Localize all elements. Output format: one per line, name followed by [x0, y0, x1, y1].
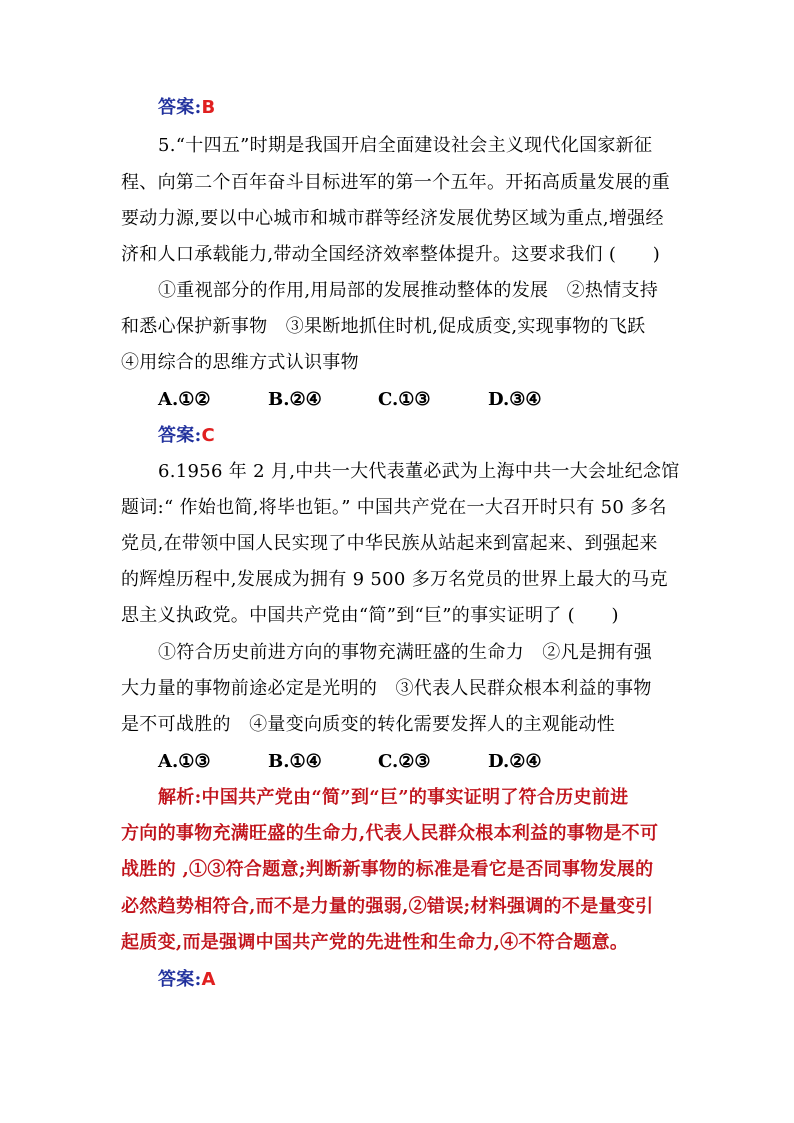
option-b: B.②④: [268, 389, 322, 410]
analysis-line-1: [158, 787, 676, 809]
answer-value: C: [201, 425, 216, 446]
answer-value: A: [201, 969, 216, 990]
analysis-line-5: 起质变,而是强调中国共产党的先进性和生命力,④不符合题意。: [121, 932, 629, 953]
answer-line-q5: [158, 425, 676, 447]
question-5-options: [158, 389, 598, 411]
question-5-line-1: 5.“十四五”时期是我国开启全面建设社会主义现代化国家新征: [158, 135, 653, 156]
option-c: C.①③: [378, 389, 431, 410]
question-6-statement-line-3: 是不可战胜的 ④量变向质变的转化需要发挥人的主观能动性: [121, 714, 616, 735]
analysis-line-2: 方向的事物充满旺盛的生命力,代表人民群众根本利益的事物是不可: [121, 823, 659, 844]
option-c: C.②③: [378, 751, 431, 772]
option-a: A.①②: [158, 389, 211, 410]
question-5-line-2: 程、向第二个百年奋斗目标进军的第一个五年。开拓高质量发展的重: [121, 172, 670, 193]
question-6-line-5: 思主义执政党。中国共产党由“简”到“巨”的事实证明了 ( ): [121, 605, 619, 626]
question-6-line-2: 题词:“ 作始也简,将毕也钜。” 中国共产党在一大召开时只有 50 多名: [121, 497, 667, 518]
option-b: B.①④: [268, 751, 322, 772]
question-6-statement-line-1: ①符合历史前进方向的事物充满旺盛的生命力 ②凡是拥有强: [158, 642, 653, 663]
question-5-line-3: 要动力源,要以中心城市和城市群等经济发展优势区域为重点,增强经: [121, 208, 664, 229]
answer-label: 答案:: [158, 425, 202, 446]
option-d: D.②④: [488, 751, 542, 772]
question-6-statement-line-2: 大力量的事物前途必定是光明的 ③代表人民群众根本利益的事物: [121, 678, 652, 699]
question-5-statement-line-1: ①重视部分的作用,用局部的发展推动整体的发展 ②热情支持: [158, 280, 659, 301]
question-6-line-3: 党员,在带领中国人民实现了中华民族从站起来到富起来、到强起来: [121, 533, 658, 554]
analysis-line-3: 战胜的 ,①③符合题意;判断新事物的标准是看它是否同事物发展的: [121, 859, 654, 880]
answer-label: 答案:: [158, 969, 202, 990]
analysis-line-4: 必然趋势相符合,而不是力量的强弱,②错误;材料强调的不是量变引: [121, 896, 654, 917]
answer-value: B: [201, 97, 216, 118]
question-6-line-1: 6.1956 年 2 月,中共一大代表董必武为上海中共一大会址纪念馆: [158, 461, 680, 482]
question-5-statement-line-2: 和悉心保护新事物 ③果断地抓住时机,促成质变,实现事物的飞跃: [121, 316, 646, 337]
question-6-options: [158, 751, 598, 773]
question-6-line-4: 的辉煌历程中,发展成为拥有 9 500 多万名党员的世界上最大的马克: [121, 569, 668, 590]
answer-line-q4: [158, 97, 676, 119]
question-5-line-4: 济和人口承载能力,带动全国经济效率整体提升。这要求我们 ( ): [121, 244, 661, 265]
answer-label: 答案:: [158, 97, 202, 118]
analysis-text: 中国共产党由“简”到“巨”的事实证明了符合历史前进: [201, 787, 629, 808]
option-d: D.③④: [488, 389, 542, 410]
question-5-statement-line-3: ④用综合的思维方式认识事物: [121, 352, 359, 373]
answer-line-q6: [158, 969, 676, 991]
option-a: A.①③: [158, 751, 211, 772]
analysis-label: 解析:: [158, 787, 202, 808]
